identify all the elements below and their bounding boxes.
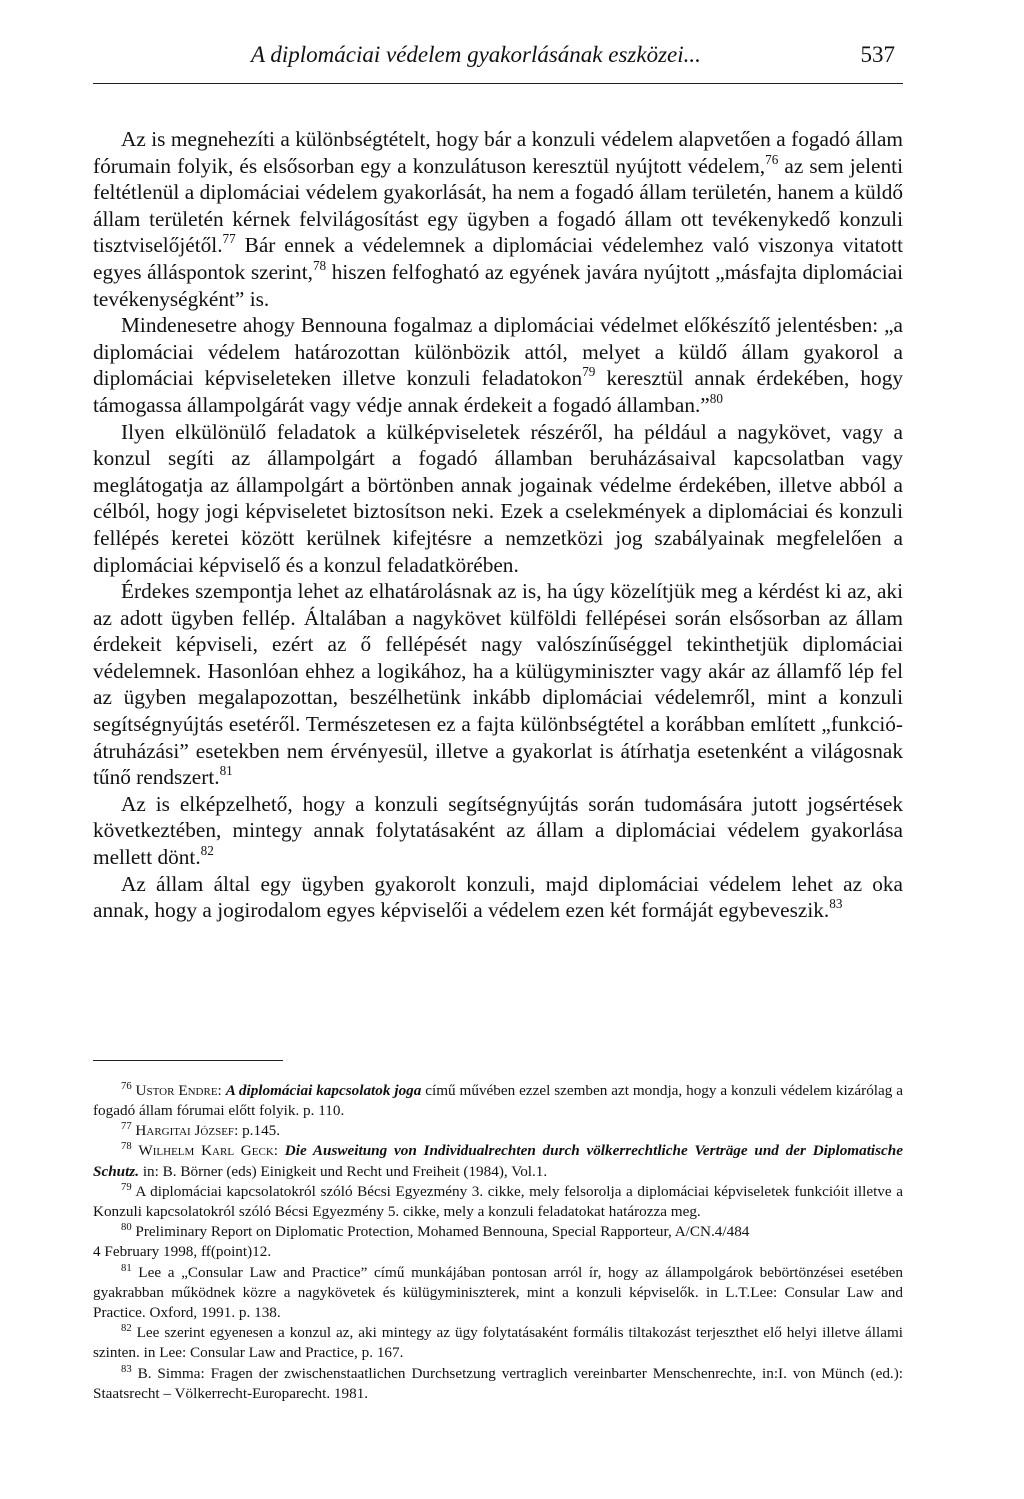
footnote-ref-77: 77	[222, 231, 236, 247]
paragraph-1-text-a: Az is megnehezíti a különbségtételt, hogy bár a konzuli védelem alapvetően a fogadó állam fórumain folyik, és elsősorban egy a konzulátuson keresztül nyújtott védelem,	[93, 127, 903, 178]
footnote-ref-79: 79	[582, 364, 596, 380]
footnote-number: 77	[121, 1121, 132, 1133]
footnote-number: 80	[121, 1222, 132, 1234]
paragraph-4-text: Érdekes szempontja lehet az elhatárolásnak az is, ha úgy közelítjük meg a kérdést ki az, aki az adott ügyben fellép. Általában a nagykövet külföldi fellépései során elsősorban az állam érdekeit képviseli, ezért az ő fellépését nagy valószínűséggel tekinthetjük diplomáciai védelemnek. Hasonlóan ehhez a logikához, ha a külügyminiszter vagy akár az államfő lép fel az ügyben megalapozottan, beszélhetünk inkább diplomáciai védelemről, mint a konzuli segítségnyújtás esetéről. Természetesen ez a fajta különbségtétel a korábban említett „funkció-átruházási” esetekben nem érvényesül, illetve a gyakorlat is átírhatja esetenként a világosnak tűnő rendszert.	[93, 579, 903, 790]
footnote-colon: :	[217, 1081, 226, 1099]
paragraph-5-text: Az is elképzelhető, hogy a konzuli segítségnyújtás során tudomására jutott jogsértések következtében, mintegy annak folytatásaként az állam a diplomáciai védelem gyakorlása mellett dönt.	[93, 791, 903, 870]
footnote-text: : p.145.	[234, 1122, 281, 1140]
footnote-ref-81: 81	[219, 763, 233, 779]
paragraph-2-text-b: keresztül annak érdekében, hogy támogassa állampolgárát vagy védje annak érdekeit a fogadó államban.”	[93, 366, 903, 417]
footnotes	[93, 1081, 903, 1404]
footnote-number: 79	[121, 1181, 132, 1193]
footnote-work-title: Die Ausweitung von Individualrechten durch völkerrechtliche Verträge und der Diplomatische Schutz.	[93, 1142, 903, 1180]
footnote-77	[93, 1121, 903, 1141]
running-header	[93, 40, 903, 84]
footnote-rule	[93, 1060, 283, 1061]
footnote-76	[93, 1081, 903, 1121]
footnote-text: című művében ezzel szemben azt mondja, hogy a konzuli védelem kizárólag a fogadó állam fórumai előtt folyik. p. 110.	[93, 1081, 903, 1120]
footnote-ref-80: 80	[709, 390, 723, 406]
footnote-colon: :	[273, 1142, 285, 1160]
paragraph-2-text-a: Mindenesetre ahogy Bennouna fogalmaz a diplomáciai védelmet előkészítő jelentésben: „a diplomáciai védelem határozottan különbözik attól, melyet a küldő állam gyakorol a diplomáciai képviseleteken illetve konzuli feladatokon	[93, 313, 903, 391]
footnote-text: B. Simma: Fragen der zwischenstaatlichen Durchsetzung vertraglich vereinbarter Menschenrechte, in:I. von Münch (ed.): Staatsrecht – Völkerrecht-Europarecht. 1981.	[93, 1364, 903, 1402]
paragraph-1-text-c: Bár ennek a védelemnek a diplomáciai védelemhez való viszonya vitatott egyes álláspontok szerint,	[93, 233, 903, 284]
page-number: 537	[860, 42, 895, 67]
footnote-81	[93, 1263, 903, 1324]
footnote-ref-83: 83	[829, 895, 843, 911]
footnote-80-continuation: 4 February 1998, ff(point)12.	[93, 1243, 272, 1261]
footnote-text: Lee szerint egyenesen a konzul az, aki mintegy az ügy folytatásaként formális tiltakozást terjeszthet elő helyi illetve állami szinten. in Lee: Consular Law and Practice, p. 167.	[93, 1324, 903, 1362]
footnote-ref-78: 78	[312, 257, 327, 273]
paragraph-5	[93, 791, 903, 871]
footnote-author: Wilhelm Karl Geck	[138, 1142, 274, 1160]
paragraph-4	[93, 578, 903, 791]
footnote-text: Preliminary Report on Diplomatic Protection, Mohamed Bennouna, Special Rapporteur, A/CN.4/484	[131, 1223, 750, 1241]
footnote-author: Ustor Endre	[135, 1081, 218, 1099]
footnote-ref-82: 82	[200, 842, 214, 858]
page	[93, 40, 903, 1404]
footnote-78	[93, 1141, 903, 1181]
footnote-number: 78	[121, 1141, 132, 1153]
footnote-83	[93, 1364, 903, 1404]
paragraph-1-text-b: az sem jelenti feltétlenül a diplomáciai védelem gyakorlását, ha nem a fogadó állam területén, hanem a küldő állam területén kérnek felvilágosítást egy ügyben a fogadó állam ott tevékenykedő konzuli tisztviselőjétől.	[93, 153, 903, 258]
paragraph-6	[93, 871, 903, 924]
footnote-text: A diplomáciai kapcsolatokról szóló Bécsi Egyezmény 3. cikke, mely felsorolja a diplomáciai képviseletek funkcióit illetve a Konzuli kapcsolatokról szóló Bécsi Egyezmény 5. cikke, mely a konzuli feladatokat határozza meg.	[93, 1182, 903, 1221]
footnote-author: Hargitai József	[135, 1122, 235, 1140]
footnote-number: 76	[121, 1080, 132, 1092]
footnote-text: in: B. Börner (eds) Einigkeit und Recht und Freiheit (1984), Vol.1.	[139, 1162, 548, 1180]
footnote-number: 82	[121, 1323, 132, 1335]
separator-gap	[93, 924, 903, 1060]
footnote-ref-76: 76	[765, 151, 779, 167]
footnote-number: 83	[121, 1363, 132, 1375]
paragraph-1-text-d: hiszen felfogható az egyének javára nyújtott „másfajta diplomáciai tevékenységként” is.	[93, 259, 904, 311]
footnote-number: 81	[121, 1262, 132, 1274]
paragraph-2	[93, 312, 903, 418]
footnote-79	[93, 1182, 903, 1222]
paragraph-3: Ilyen elkülönülő feladatok a külképviseletek részéről, ha például a nagykövet, vagy a konzul segíti az állampolgárt a fogadó államban beruházásaival kapcsolatban vagy meglátogatja az állampolgárt a börtönben annak jogainak védelme érdekében, illetve abból a célból, hogy jogi képviseletet biztosítson neki. Ezek a cselekmények a diplomáciai és konzuli fellépés keretei között kerülnek kifejtésre a nemzetközi jog szabályainak megfelelően a diplomáciai képviselő és a konzul feladatkörében.	[93, 419, 903, 577]
paragraph-1	[93, 126, 903, 312]
body-text	[93, 126, 903, 924]
footnote-82	[93, 1323, 903, 1363]
running-title: A diplomáciai védelem gyakorlásának eszközei...	[251, 42, 701, 67]
footnote-80	[93, 1222, 903, 1242]
footnote-text: Lee a „Consular Law and Practice” című munkájában pontosan arról ír, hogy az állampolgárok bebörtönzései esetében gyakrabban működnek közre a nagykövetek és külügyminiszterek, mint a konzuli képviselők. in L.T.Lee: Consular Law and Practice. Oxford, 1991. p. 138.	[93, 1263, 903, 1322]
paragraph-6-text: Az állam által egy ügyben gyakorolt konzuli, majd diplomáciai védelem lehet az oka annak, hogy a jogirodalom egyes képviselői a védelem ezen két formáját egybeveszik.	[93, 871, 903, 923]
footnote-work-title: A diplomáciai kapcsolatok joga	[225, 1081, 422, 1099]
